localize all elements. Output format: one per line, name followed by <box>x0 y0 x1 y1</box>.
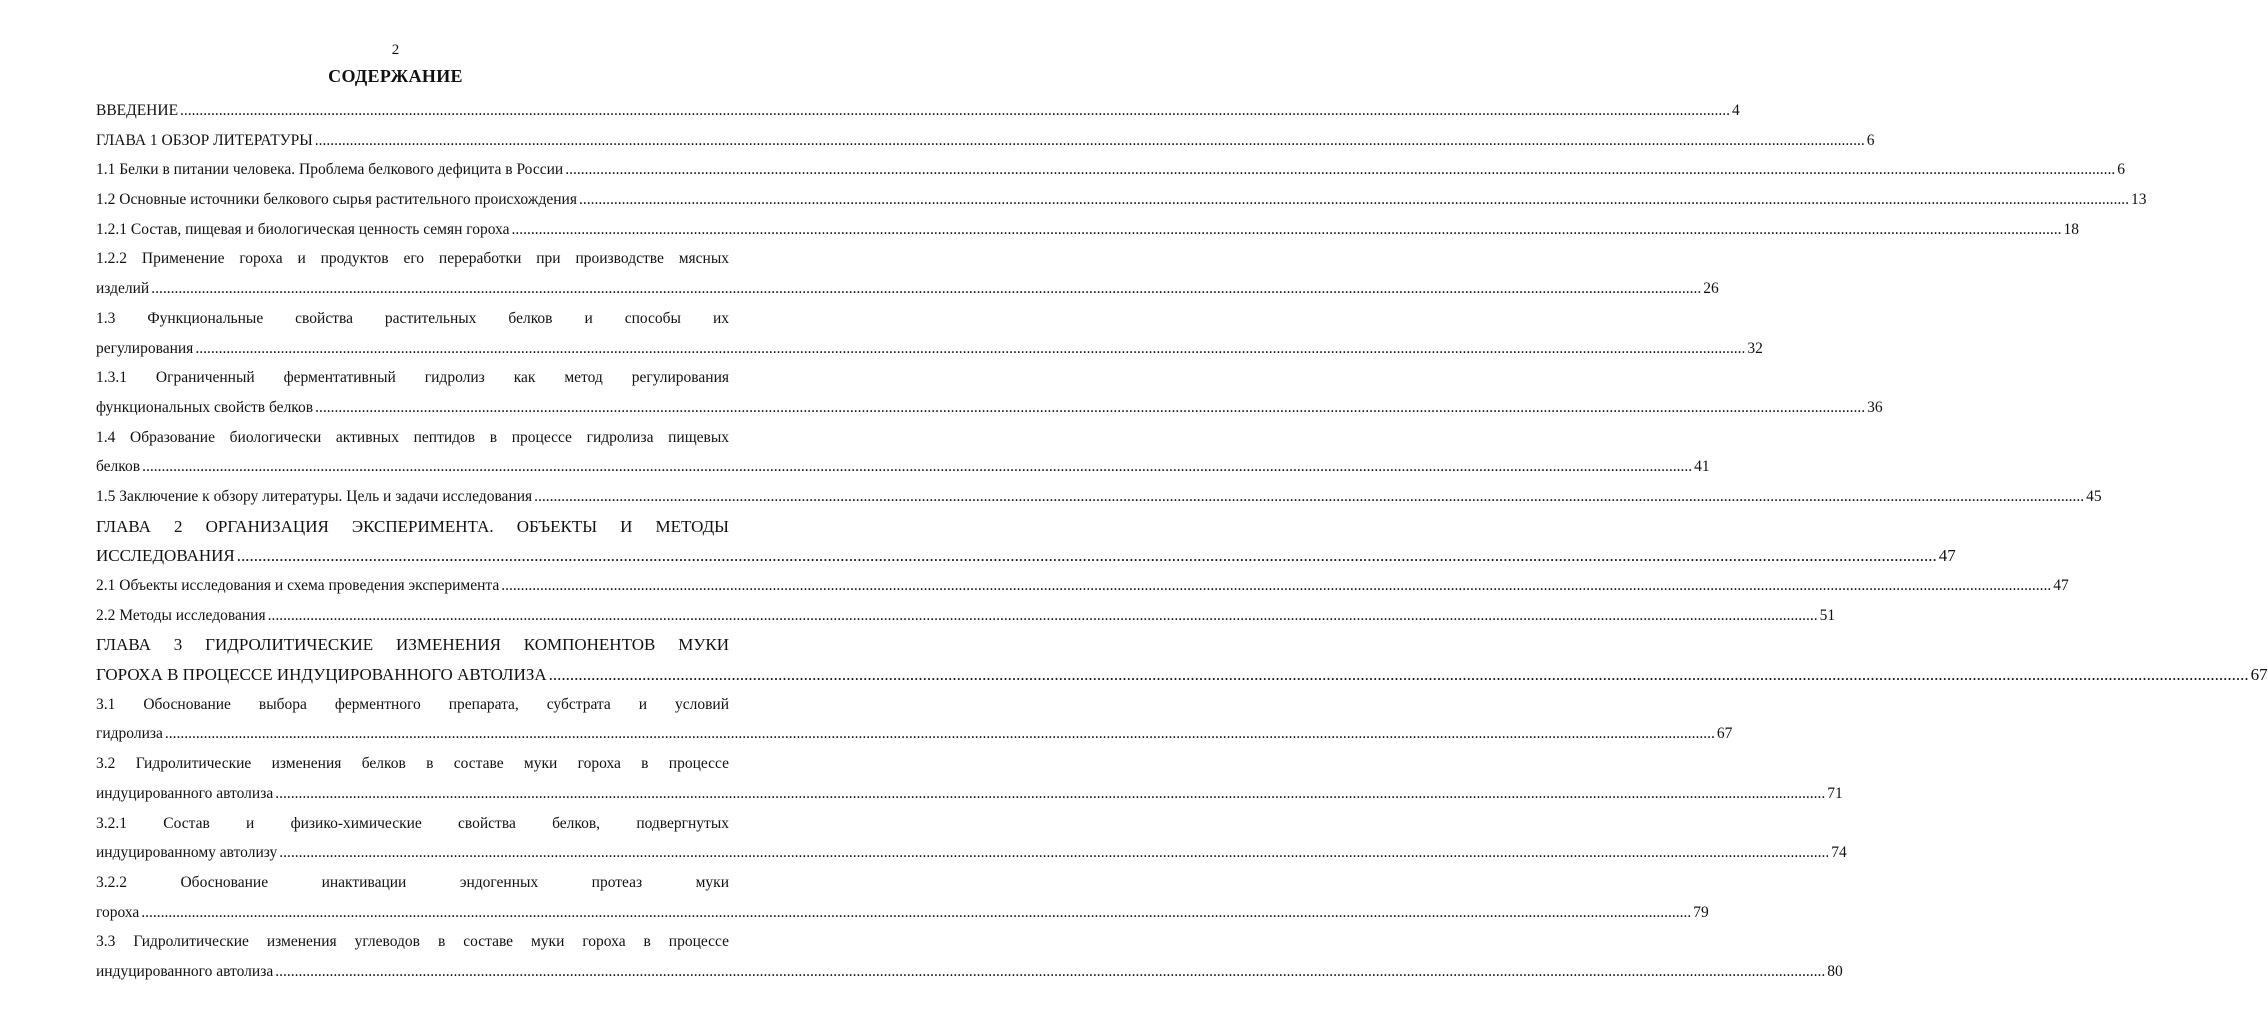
toc-entry-line: 3.2 Гидролитические изменения белков в составе муки гороха в процессе <box>96 755 729 773</box>
toc-entry-title: функциональных свойств белков <box>96 398 314 416</box>
toc-dot-leader: ................................................................................................................................................................................................................................................................................................................................................................................................................ <box>511 220 2062 238</box>
toc-entry[interactable] <box>96 126 1875 156</box>
toc-page-number: 71 <box>1827 784 1843 802</box>
toc-entry[interactable] <box>96 868 1709 927</box>
toc-entry-line <box>96 601 1836 631</box>
toc-entry-line: ГЛАВА 2 ОРГАНИЗАЦИЯ ЭКСПЕРИМЕНТА. ОБЪЕКТЫ И МЕТОДЫ <box>96 516 729 536</box>
page-number: 2 <box>391 42 400 58</box>
toc-entry-line <box>96 779 1843 809</box>
toc-page-number: 67 <box>2250 665 2268 685</box>
toc-dot-leader: ................................................................................................................................................................................................................................................................................................................................................................................................................ <box>548 665 2249 685</box>
toc-page-number: 79 <box>1693 903 1709 921</box>
toc-entry-line <box>96 541 1956 571</box>
toc-entry-line <box>96 452 1710 482</box>
toc-entry[interactable] <box>96 363 1883 422</box>
toc-entry-title: 1.5 Заключение к обзору литературы. Цель и задачи исследования <box>96 487 533 505</box>
toc-dot-leader: ................................................................................................................................................................................................................................................................................................................................................................................................................ <box>236 546 1937 566</box>
toc-entry-title: 1.2.1 Состав, пищевая и биологическая ценность семян гороха <box>96 220 510 238</box>
toc-page-number: 74 <box>1831 844 1847 862</box>
toc-dot-leader: ................................................................................................................................................................................................................................................................................................................................................................................................................ <box>578 191 2129 209</box>
table-of-contents <box>96 96 2268 987</box>
toc-entry-title: индуцированного автолиза <box>96 962 274 980</box>
toc-entry-title: белков <box>96 458 141 476</box>
toc-dot-leader: ................................................................................................................................................................................................................................................................................................................................................................................................................ <box>279 844 1830 862</box>
toc-page-number: 32 <box>1747 339 1763 357</box>
toc-entry[interactable] <box>96 155 2125 185</box>
toc-entry[interactable] <box>96 423 1710 482</box>
toc-dot-leader: ................................................................................................................................................................................................................................................................................................................................................................................................................ <box>151 280 1702 298</box>
toc-entry-title: 2.1 Объекты исследования и схема проведения эксперимента <box>96 577 500 594</box>
toc-dot-leader: ................................................................................................................................................................................................................................................................................................................................................................................................................ <box>141 903 1692 921</box>
toc-entry[interactable] <box>96 690 1733 749</box>
toc-entry[interactable] <box>96 96 1740 126</box>
toc-entry-line <box>96 838 1847 868</box>
toc-dot-leader: ................................................................................................................................................................................................................................................................................................................................................................................................................ <box>565 161 2116 179</box>
toc-entry-line <box>96 334 1763 364</box>
toc-entry-line <box>96 126 1875 156</box>
toc-entry[interactable] <box>96 185 2147 215</box>
toc-entry[interactable] <box>96 927 1843 986</box>
toc-dot-leader: ................................................................................................................................................................................................................................................................................................................................................................................................................ <box>164 725 1715 743</box>
toc-entry-title: гороха <box>96 903 140 921</box>
toc-entry-title: индуцированного автолиза <box>96 784 274 802</box>
toc-entry-title: регулирования <box>96 339 194 357</box>
toc-page-number: 13 <box>2130 191 2147 209</box>
toc-dot-leader: ................................................................................................................................................................................................................................................................................................................................................................................................................ <box>142 458 1693 476</box>
toc-page-number: 45 <box>2086 487 2102 505</box>
toc-entry[interactable] <box>96 630 2268 689</box>
toc-page-number: 80 <box>1827 962 1843 980</box>
toc-entry[interactable] <box>96 749 1843 808</box>
toc-entry[interactable] <box>96 215 2080 245</box>
toc-entry-line <box>96 274 1719 304</box>
toc-entry-line <box>96 215 2080 245</box>
toc-entry-title: 1.2 Основные источники белкового сырья растительного происхождения <box>96 191 577 209</box>
toc-entry-line: 1.3.1 Ограниченный ферментативный гидролиз как метод регулирования <box>96 369 729 387</box>
toc-entry-title: ВВЕДЕНИЕ <box>96 102 179 119</box>
toc-entry-line: 1.4 Образование биологически активных пептидов в процессе гидролиза пищевых <box>96 428 729 446</box>
toc-entry-line <box>96 719 1733 749</box>
toc-dot-leader: ................................................................................................................................................................................................................................................................................................................................................................................................................ <box>180 102 1731 119</box>
toc-entry-line: 3.3 Гидролитические изменения углеводов в составе муки гороха в процессе <box>96 933 729 951</box>
toc-entry-line <box>96 957 1843 987</box>
toc-dot-leader: ................................................................................................................................................................................................................................................................................................................................................................................................................ <box>275 962 1826 980</box>
toc-dot-leader: ................................................................................................................................................................................................................................................................................................................................................................................................................ <box>501 577 2052 594</box>
toc-entry[interactable] <box>96 809 1847 868</box>
toc-entry-line <box>96 660 2268 690</box>
toc-page-number: 4 <box>1732 102 1740 119</box>
toc-page-number: 36 <box>1867 398 1883 416</box>
toc-page-number: 47 <box>2053 577 2069 594</box>
toc-entry[interactable] <box>96 601 1836 631</box>
toc-dot-leader: ................................................................................................................................................................................................................................................................................................................................................................................................................ <box>315 398 1866 416</box>
toc-entry-title: ГЛАВА 1 ОБЗОР ЛИТЕРАТУРЫ <box>96 131 313 149</box>
toc-entry-line: 3.2.1 Состав и физико-химические свойства белков, подвергнутых <box>96 814 729 832</box>
toc-entry[interactable] <box>96 571 2069 601</box>
page-title: СОДЕРЖАНИЕ <box>328 66 463 86</box>
toc-entry-line: 1.3 Функциональные свойства растительных белков и способы их <box>96 309 729 327</box>
toc-entry-line: 3.1 Обоснование выбора ферментного препарата, субстрата и условий <box>96 695 729 713</box>
toc-dot-leader: ................................................................................................................................................................................................................................................................................................................................................................................................................ <box>314 131 1865 149</box>
toc-page-number: 47 <box>1938 546 1956 566</box>
toc-entry-line <box>96 155 2125 185</box>
toc-entry-line <box>96 96 1740 126</box>
toc-dot-leader: ................................................................................................................................................................................................................................................................................................................................................................................................................ <box>534 487 2085 505</box>
toc-page-number: 26 <box>1703 280 1719 298</box>
toc-entry[interactable] <box>96 244 1719 303</box>
toc-entry-line: 3.2.2 Обоснование инактивации эндогенных протеаз муки <box>96 873 729 891</box>
toc-page-number: 6 <box>2117 161 2125 179</box>
toc-entry-line <box>96 571 2069 601</box>
toc-entry-line <box>96 898 1709 928</box>
toc-entry-line <box>96 393 1883 423</box>
toc-entry-line <box>96 482 2102 512</box>
toc-entry-title: ИССЛЕДОВАНИЯ <box>96 546 235 566</box>
toc-entry-title: ГОРОХА В ПРОЦЕССЕ ИНДУЦИРОВАННОГО АВТОЛИЗА <box>96 665 547 685</box>
toc-page-number: 51 <box>1819 606 1836 624</box>
toc-entry-line: 1.2.2 Применение гороха и продуктов его переработки при производстве мясных <box>96 250 729 268</box>
toc-dot-leader: ................................................................................................................................................................................................................................................................................................................................................................................................................ <box>267 606 1818 624</box>
toc-entry-title: гидролиза <box>96 725 163 743</box>
toc-page-number: 67 <box>1716 725 1733 743</box>
toc-entry-title: 1.1 Белки в питании человека. Проблема белкового дефицита в России <box>96 161 564 179</box>
toc-page-number: 41 <box>1694 458 1710 476</box>
toc-entry[interactable] <box>96 304 1763 363</box>
toc-entry[interactable] <box>96 512 1956 571</box>
toc-entry-title: изделий <box>96 280 150 298</box>
toc-dot-leader: ................................................................................................................................................................................................................................................................................................................................................................................................................ <box>195 339 1746 357</box>
toc-dot-leader: ................................................................................................................................................................................................................................................................................................................................................................................................................ <box>275 784 1826 802</box>
toc-entry-line: ГЛАВА 3 ГИДРОЛИТИЧЕСКИЕ ИЗМЕНЕНИЯ КОМПОНЕНТОВ МУКИ <box>96 635 729 655</box>
toc-entry-title: индуцированному автолизу <box>96 844 278 862</box>
toc-entry-line <box>96 185 2147 215</box>
toc-entry[interactable] <box>96 482 2102 512</box>
toc-page-number: 18 <box>2063 220 2080 238</box>
toc-page-number: 6 <box>1866 131 1875 149</box>
toc-entry-title: 2.2 Методы исследования <box>96 606 266 624</box>
